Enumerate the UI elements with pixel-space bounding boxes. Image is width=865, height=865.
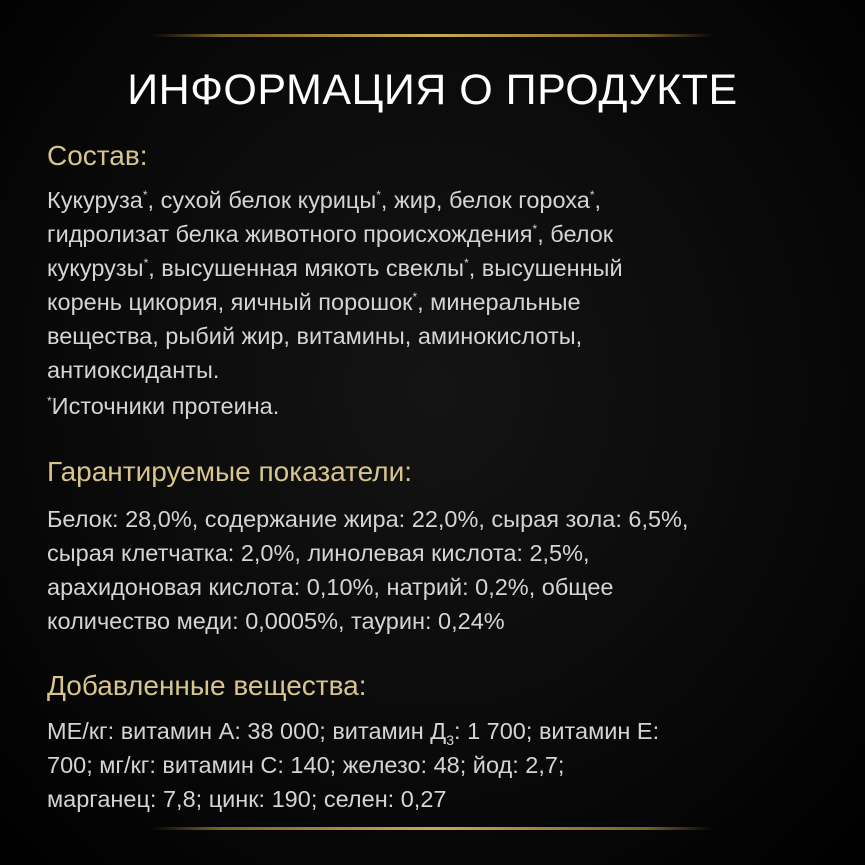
footnote-asterisk: * [143,256,149,270]
composition-line: антиоксиданты. [47,357,220,383]
additives-line: марганец: 7,8; цинк: 190; селен: 0,27 [47,786,447,812]
composition-footnote [47,389,827,423]
bottom-gold-divider [152,827,713,830]
composition-line: корень цикория, яичный порошок*, минеральные [47,289,581,315]
guaranteed-text [47,502,827,638]
additives-text [47,714,827,816]
composition-line: кукурузы*, высушенная мякоть свеклы*, высушенный [47,255,623,281]
guaranteed-line: Белок: 28,0%, содержание жира: 22,0%, сырая зола: 6,5%, [47,506,689,532]
footnote-asterisk: * [589,188,595,202]
footnote-asterisk: * [464,256,469,270]
additives-line: МЕ/кг: витамин А: 38 000; витамин $Д_3$: 1 700; витамин Е: [47,718,660,748]
guaranteed-line: арахидоновая кислота: 0,10%, натрий: 0,2%, общее [47,574,614,600]
additives-heading: Добавленные вещества: [47,670,367,701]
top-gold-divider [152,34,713,37]
composition-line: вещества, рыбий жир, витамины, аминокислоты, [47,323,583,349]
subscript: 3 [446,732,455,748]
composition-line: гидролизат белка животного происхождения*, белок [47,221,614,247]
page-title: ИНФОРМАЦИЯ О ПРОДУКТЕ [127,66,738,114]
composition-line: Кукуруза*, сухой белок курицы*, жир, белок гороха*, [47,187,602,213]
composition-text [47,183,827,387]
guaranteed-line: количество меди: 0,0005%, таурин: 0,24% [47,608,505,634]
composition-heading: Состав: [47,140,148,171]
footnote-asterisk: * [376,188,381,202]
guaranteed-line: сырая клетчатка: 2,0%, линолевая кислота: 2,5%, [47,540,590,566]
additives-line: 700; мг/кг: витамин С: 140; железо: 48; йод: 2,7; [47,752,565,778]
footnote-asterisk: * [412,290,418,304]
footnote-line: *Источники протеина. [47,393,280,419]
footnote-asterisk: * [47,394,52,408]
footnote-asterisk: * [142,188,148,202]
guaranteed-heading: Гарантируемые показатели: [47,456,413,487]
footnote-asterisk: * [532,222,538,236]
